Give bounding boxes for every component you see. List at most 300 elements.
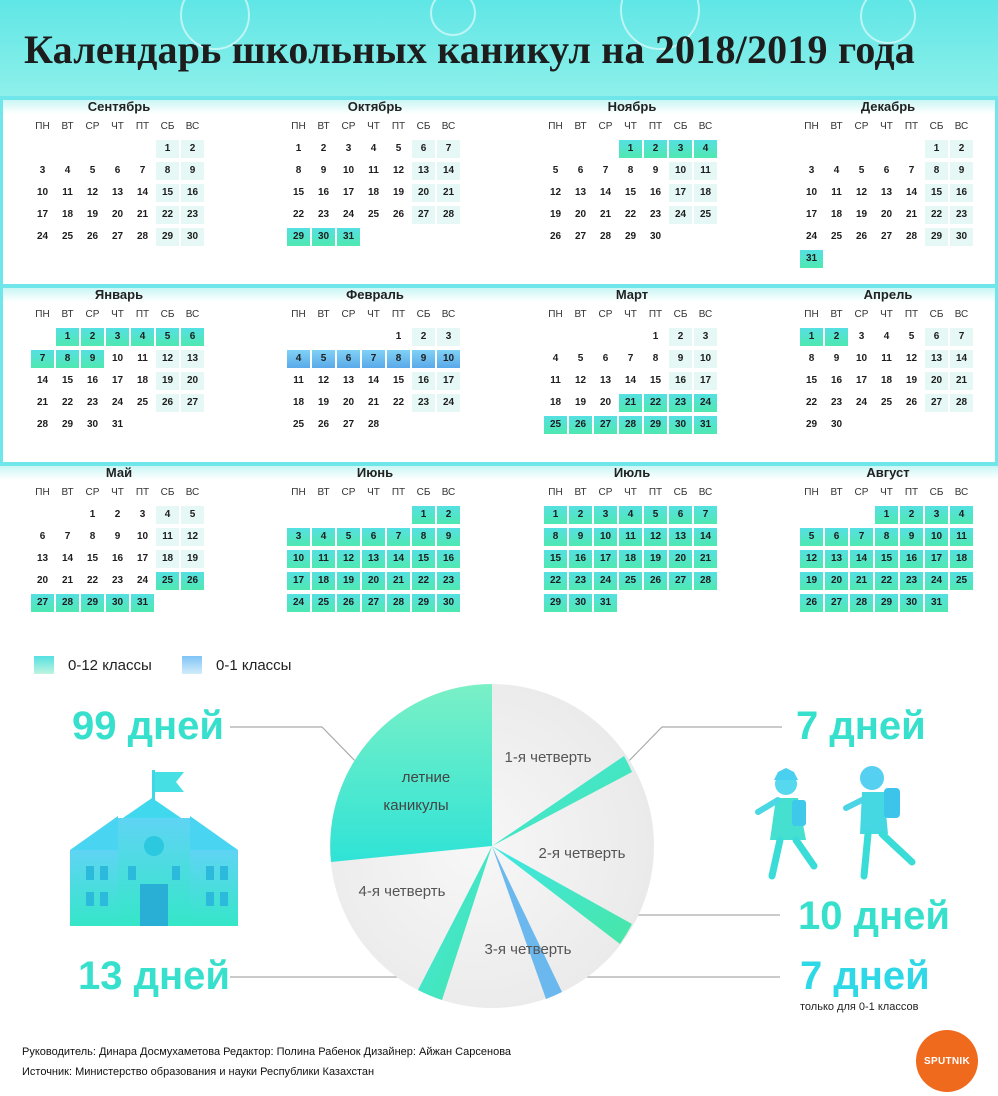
- calendar-day: 20: [181, 372, 204, 390]
- calendar-day: 27: [880, 231, 893, 242]
- calendar-day: 6: [362, 528, 385, 546]
- calendar-day: 11: [831, 187, 842, 198]
- calendar-day: 12: [317, 375, 330, 386]
- calendar-day: 9: [669, 350, 692, 368]
- calendar-day: 26: [855, 231, 868, 242]
- calendar-day: 4: [619, 506, 642, 524]
- calendar-day: 11: [950, 528, 973, 546]
- calendar-day: 18: [880, 375, 893, 386]
- calendar-day: 24: [694, 394, 717, 412]
- calendar-day: 19: [644, 550, 667, 568]
- calendar-day: 26: [644, 572, 667, 590]
- calendar-day: 16: [412, 372, 435, 390]
- calendar-day: 19: [800, 572, 823, 590]
- calendar-day: 25: [156, 572, 179, 590]
- weekday-header: ПН: [291, 487, 306, 498]
- leader-autumn: [622, 727, 782, 768]
- weekday-header: ЧТ: [880, 487, 893, 498]
- calendar-day: 9: [437, 528, 460, 546]
- weekday-header: ПТ: [904, 309, 919, 320]
- weekday-header: СБ: [416, 309, 431, 320]
- calendar-day: 22: [292, 209, 305, 220]
- calendar-day: 11: [312, 550, 335, 568]
- calendar-day: 16: [950, 184, 973, 202]
- calendar-day: 4: [833, 165, 840, 176]
- calendar-day: 14: [694, 528, 717, 546]
- calendar-day: 2: [437, 506, 460, 524]
- calendar-day: 6: [577, 165, 584, 176]
- calendar-day: 24: [805, 231, 818, 242]
- calendar-day: 13: [181, 350, 204, 368]
- calendar-day: 2: [825, 328, 848, 346]
- calendar-day: 3: [287, 528, 310, 546]
- calendar-day: 28: [599, 231, 612, 242]
- calendar-day: 1: [652, 331, 659, 342]
- calendar-day: 2: [320, 143, 327, 154]
- weekday-header: ПТ: [135, 309, 150, 320]
- calendar-day: 29: [644, 416, 667, 434]
- calendar-day: 3: [437, 328, 460, 346]
- weekday-header: ВТ: [317, 309, 330, 320]
- school-building-icon: [70, 770, 238, 926]
- calendar-day: 30: [106, 594, 129, 612]
- calendar-day: 27: [669, 572, 692, 590]
- calendar-day: 17: [287, 572, 310, 590]
- calendar-day: 26: [156, 394, 179, 412]
- calendar-day: 3: [594, 506, 617, 524]
- month-name: Ноябрь: [607, 99, 657, 114]
- calendar-day: 26: [86, 231, 99, 242]
- calendar-day: 29: [287, 228, 310, 246]
- kids-running-icon: [758, 766, 912, 876]
- calendar-day: 19: [86, 209, 99, 220]
- calendar-day: 10: [805, 187, 818, 198]
- calendar-day: 17: [36, 209, 49, 220]
- calendar-day: 9: [181, 162, 204, 180]
- weekday-header: ЧТ: [111, 309, 124, 320]
- pie-label-q4: 4-я четверть: [358, 883, 446, 900]
- calendar-day: 16: [669, 372, 692, 390]
- first-grade-note: только для 0-1 классов: [800, 1001, 919, 1013]
- weekday-header: СР: [854, 309, 869, 320]
- stat-winter-days: 10 дней: [798, 894, 950, 938]
- weekday-header: ВС: [698, 309, 713, 320]
- calendar-day: 26: [392, 209, 405, 220]
- weekday-header: ПТ: [135, 487, 150, 498]
- calendar-day: 18: [292, 397, 305, 408]
- calendar-day: 7: [627, 353, 634, 364]
- calendar-day: 12: [549, 187, 562, 198]
- calendar-day: 21: [599, 209, 612, 220]
- calendar-day: 16: [830, 375, 843, 386]
- calendar-day: 14: [624, 375, 637, 386]
- month-name: Сентябрь: [87, 99, 151, 114]
- month-name: Январь: [94, 287, 144, 302]
- calendar-day: 23: [412, 394, 435, 412]
- weekday-header: ЧТ: [880, 121, 893, 132]
- calendar-day: 13: [599, 375, 612, 386]
- calendar-day: 20: [362, 572, 385, 590]
- calendar-day: 19: [392, 187, 405, 198]
- calendar-day: 8: [412, 528, 435, 546]
- calendar-day: 14: [36, 375, 49, 386]
- calendar-day: 9: [950, 162, 973, 180]
- calendar-day: 28: [950, 394, 973, 412]
- calendar-day: 7: [139, 165, 146, 176]
- weekday-header: ВС: [698, 487, 713, 498]
- calendar-day: 15: [649, 375, 662, 386]
- calendar-day: 14: [437, 162, 460, 180]
- calendar-day: 19: [574, 397, 587, 408]
- calendar-day: 24: [925, 572, 948, 590]
- calendar-day: 10: [594, 528, 617, 546]
- calendar-day: 28: [36, 419, 49, 430]
- calendar-day: 23: [437, 572, 460, 590]
- calendar-day: 22: [624, 209, 637, 220]
- calendar-day: 17: [805, 209, 818, 220]
- calendar-day: 26: [905, 397, 918, 408]
- calendar-day: 27: [594, 416, 617, 434]
- calendar-day: 26: [800, 594, 823, 612]
- calendar-day: 10: [669, 162, 692, 180]
- calendar-day: 9: [833, 353, 840, 364]
- calendar-day: 28: [56, 594, 79, 612]
- calendar-day: 8: [56, 350, 79, 368]
- calendar-day: 28: [437, 206, 460, 224]
- stat-summer-days: 99 дней: [72, 704, 224, 748]
- calendar-day: 13: [925, 350, 948, 368]
- calendar-day: 15: [156, 184, 179, 202]
- calendar-day: 7: [908, 165, 915, 176]
- calendar-day: 23: [86, 397, 99, 408]
- calendar-day: 21: [619, 394, 642, 412]
- calendar-day: 3: [694, 328, 717, 346]
- calendar-day: 25: [136, 397, 149, 408]
- calendar-day: 2: [669, 328, 692, 346]
- calendar-day: 17: [136, 553, 149, 564]
- calendar-day: 5: [312, 350, 335, 368]
- calendar-day: 5: [89, 165, 96, 176]
- weekday-header: СР: [85, 487, 100, 498]
- calendar-day: 31: [111, 419, 124, 430]
- calendar-day: 17: [694, 372, 717, 390]
- weekday-header: СБ: [160, 309, 175, 320]
- weekday-header: СР: [854, 487, 869, 498]
- calendar-day: 23: [569, 572, 592, 590]
- calendar-day: 4: [950, 506, 973, 524]
- calendar-day: 12: [905, 353, 918, 364]
- calendar-day: 23: [111, 575, 124, 586]
- legend-label: 0-12 классы: [68, 656, 152, 674]
- calendar-day: 1: [89, 509, 96, 520]
- calendar-day: 18: [61, 209, 74, 220]
- calendar-day: 6: [337, 350, 360, 368]
- calendar-day: 6: [825, 528, 848, 546]
- calendar-day: 2: [900, 506, 923, 524]
- calendar-day: 31: [800, 250, 823, 268]
- calendar-day: 7: [850, 528, 873, 546]
- calendar-day: 11: [293, 375, 304, 386]
- calendar-day: 2: [181, 140, 204, 158]
- calendar-day: 5: [337, 528, 360, 546]
- calendar-day: 3: [808, 165, 815, 176]
- calendar-day: 7: [694, 506, 717, 524]
- calendar-day: 28: [619, 416, 642, 434]
- calendar-day: 25: [367, 209, 380, 220]
- weekday-header: ВТ: [574, 121, 587, 132]
- calendar-day: 29: [81, 594, 104, 612]
- calendar-day: 18: [619, 550, 642, 568]
- calendar-day: 19: [317, 397, 330, 408]
- calendar-day: 15: [61, 375, 74, 386]
- calendar-day: 16: [181, 184, 204, 202]
- calendar-day: 2: [569, 506, 592, 524]
- calendar-day: 23: [649, 209, 662, 220]
- calendar-day: 12: [644, 528, 667, 546]
- weekday-header: СР: [341, 487, 356, 498]
- weekday-header: ЧТ: [624, 309, 637, 320]
- stat-first-grade-days: 7 дней: [800, 954, 930, 998]
- calendar-day: 2: [81, 328, 104, 346]
- calendar-day: 22: [925, 206, 948, 224]
- calendar-day: 10: [694, 350, 717, 368]
- calendar-day: 11: [62, 187, 73, 198]
- weekday-header: СБ: [929, 487, 944, 498]
- calendar-day: 1: [412, 506, 435, 524]
- calendar-day: 15: [805, 375, 818, 386]
- calendar-day: 8: [875, 528, 898, 546]
- calendar-day: 3: [925, 506, 948, 524]
- calendar-day: 7: [387, 528, 410, 546]
- calendar-day: 16: [569, 550, 592, 568]
- calendar-day: 4: [131, 328, 154, 346]
- legend-label: 0-1 классы: [216, 656, 292, 674]
- weekday-header: ПТ: [391, 309, 406, 320]
- weekday-header: ЧТ: [880, 309, 893, 320]
- calendar-day: 9: [320, 165, 327, 176]
- weekday-header: СР: [85, 121, 100, 132]
- calendar-day: 21: [694, 550, 717, 568]
- calendar-day: 27: [31, 594, 54, 612]
- calendar-day: 11: [368, 165, 379, 176]
- calendar-day: 27: [342, 419, 355, 430]
- calendar-day: 24: [437, 394, 460, 412]
- calendar-day: 18: [312, 572, 335, 590]
- calendar-day: 17: [855, 375, 868, 386]
- calendar-day: 19: [156, 372, 179, 390]
- weekday-header: СР: [598, 309, 613, 320]
- calendar-day: 29: [875, 594, 898, 612]
- calendar-day: 7: [602, 165, 609, 176]
- calendar-day: 21: [905, 209, 918, 220]
- weekday-header: ВС: [954, 121, 969, 132]
- calendar-day: 8: [652, 353, 659, 364]
- calendar-day: 30: [669, 416, 692, 434]
- calendar-day: 5: [577, 353, 584, 364]
- weekday-header: ЧТ: [367, 487, 380, 498]
- calendar-day: 7: [64, 531, 71, 542]
- calendar-day: 1: [395, 331, 402, 342]
- calendar-day: 4: [287, 350, 310, 368]
- calendar-day: 12: [181, 528, 204, 546]
- calendar-day: 19: [337, 572, 360, 590]
- weekday-header: СБ: [160, 487, 175, 498]
- weekday-header: ВС: [185, 487, 200, 498]
- weekday-header: ВТ: [61, 487, 74, 498]
- calendar-day: 17: [342, 187, 355, 198]
- calendar-day: 22: [875, 572, 898, 590]
- calendar-day: 31: [694, 416, 717, 434]
- calendar-day: 11: [137, 353, 148, 364]
- calendar-day: 1: [295, 143, 302, 154]
- weekday-header: ВС: [441, 309, 456, 320]
- calendar-day: 13: [36, 553, 49, 564]
- pie-label-summer-2: каникулы: [383, 797, 449, 814]
- calendar-day: 29: [544, 594, 567, 612]
- calendar-day: 26: [549, 231, 562, 242]
- weekday-header: ЧТ: [111, 487, 124, 498]
- calendar-day: 28: [694, 572, 717, 590]
- calendar-day: 25: [292, 419, 305, 430]
- calendar-day: 8: [544, 528, 567, 546]
- calendar-day: 25: [950, 572, 973, 590]
- calendar-day: 21: [36, 397, 49, 408]
- credits-line: Руководитель: Динара Досмухаметова Редактор: Полина Рабенок Дизайнер: Айжан Сарсенова: [22, 1046, 512, 1058]
- weekday-header: СБ: [673, 309, 688, 320]
- weekday-header: ВТ: [830, 309, 843, 320]
- calendar-day: 12: [337, 550, 360, 568]
- weekday-header: ПН: [291, 309, 306, 320]
- pie-label-summer-1: летние: [401, 769, 451, 786]
- calendar-day: 4: [64, 165, 71, 176]
- weekday-header: СБ: [673, 487, 688, 498]
- weekday-header: ВТ: [574, 487, 587, 498]
- calendar-day: 29: [61, 419, 74, 430]
- calendar-day: 16: [437, 550, 460, 568]
- calendar-day: 4: [552, 353, 559, 364]
- calendar-day: 6: [412, 140, 435, 158]
- weekday-header: ПН: [804, 487, 819, 498]
- weekday-header: СБ: [416, 487, 431, 498]
- calendar-day: 31: [594, 594, 617, 612]
- calendar-day: 13: [362, 550, 385, 568]
- calendar-day: 11: [881, 353, 892, 364]
- calendar-day: 19: [549, 209, 562, 220]
- weekday-header: ПН: [548, 121, 563, 132]
- calendar-day: 27: [925, 394, 948, 412]
- calendar-day: 5: [181, 506, 204, 524]
- weekday-header: СР: [341, 121, 356, 132]
- weekday-header: ПН: [548, 309, 563, 320]
- weekday-header: СБ: [673, 121, 688, 132]
- weekday-header: ЧТ: [367, 121, 380, 132]
- calendar-day: 13: [669, 528, 692, 546]
- month-name: Июль: [613, 465, 651, 480]
- calendar-day: 30: [900, 594, 923, 612]
- month-name: Апрель: [863, 287, 913, 302]
- calendar-day: 14: [387, 550, 410, 568]
- calendar-day: 15: [412, 550, 435, 568]
- calendar-day: 30: [312, 228, 335, 246]
- leader-summer: [230, 727, 362, 768]
- calendar-day: 26: [317, 419, 330, 430]
- weekday-header: ПН: [548, 487, 563, 498]
- weekday-header: ПТ: [135, 121, 150, 132]
- month-name: Июнь: [356, 465, 394, 480]
- weekday-header: ЧТ: [111, 121, 124, 132]
- weekday-header: ПН: [804, 309, 819, 320]
- calendar-day: 10: [437, 350, 460, 368]
- weekday-header: СР: [341, 309, 356, 320]
- calendar-day: 5: [552, 165, 559, 176]
- calendar-day: 22: [392, 397, 405, 408]
- weekday-header: ПТ: [391, 487, 406, 498]
- calendar-day: 12: [574, 375, 587, 386]
- calendar-day: 1: [544, 506, 567, 524]
- calendar-day: 15: [925, 184, 948, 202]
- calendar-day: 15: [292, 187, 305, 198]
- calendar-day: 4: [312, 528, 335, 546]
- weekday-header: ВС: [185, 121, 200, 132]
- weekday-header: ПН: [291, 121, 306, 132]
- weekday-header: ВС: [441, 487, 456, 498]
- calendar-day: 18: [694, 184, 717, 202]
- calendar-day: 7: [362, 350, 385, 368]
- calendar-day: 28: [136, 231, 149, 242]
- weekday-header: СР: [598, 487, 613, 498]
- calendar-day: 23: [181, 206, 204, 224]
- calendar-day: 14: [905, 187, 918, 198]
- calendar-day: 18: [830, 209, 843, 220]
- calendar-day: 6: [39, 531, 46, 542]
- calendar-day: 9: [569, 528, 592, 546]
- calendar-day: 8: [808, 353, 815, 364]
- calendar-day: 24: [669, 206, 692, 224]
- calendar-day: 24: [594, 572, 617, 590]
- calendar-day: 28: [905, 231, 918, 242]
- calendar-day: 31: [131, 594, 154, 612]
- calendar-day: 28: [387, 594, 410, 612]
- weekday-header: ВТ: [61, 309, 74, 320]
- calendar-day: 29: [412, 594, 435, 612]
- calendar-day: 30: [950, 228, 973, 246]
- source-line: Источник: Министерство образования и науки Республики Казахстан: [22, 1066, 375, 1078]
- calendar-day: 13: [111, 187, 124, 198]
- calendar-day: 28: [850, 594, 873, 612]
- calendar-day: 14: [599, 187, 612, 198]
- weekday-header: СБ: [160, 121, 175, 132]
- calendar-day: 16: [86, 375, 99, 386]
- calendar-day: 25: [880, 397, 893, 408]
- weekday-header: ВТ: [61, 121, 74, 132]
- calendar-day: 16: [900, 550, 923, 568]
- calendar-day: 9: [412, 350, 435, 368]
- calendar-day: 19: [181, 550, 204, 568]
- weekday-header: ПН: [35, 121, 50, 132]
- calendar-day: 27: [825, 594, 848, 612]
- calendar-day: 1: [56, 328, 79, 346]
- calendar-day: 6: [114, 165, 121, 176]
- weekday-header: СБ: [416, 121, 431, 132]
- calendar-day: 22: [86, 575, 99, 586]
- calendar-day: 12: [392, 165, 405, 176]
- month-name: Декабрь: [860, 99, 916, 114]
- calendar-day: 29: [156, 228, 179, 246]
- calendar-day: 1: [156, 140, 179, 158]
- calendar-day: 2: [950, 140, 973, 158]
- calendar-day: 5: [644, 506, 667, 524]
- calendar-day: 6: [602, 353, 609, 364]
